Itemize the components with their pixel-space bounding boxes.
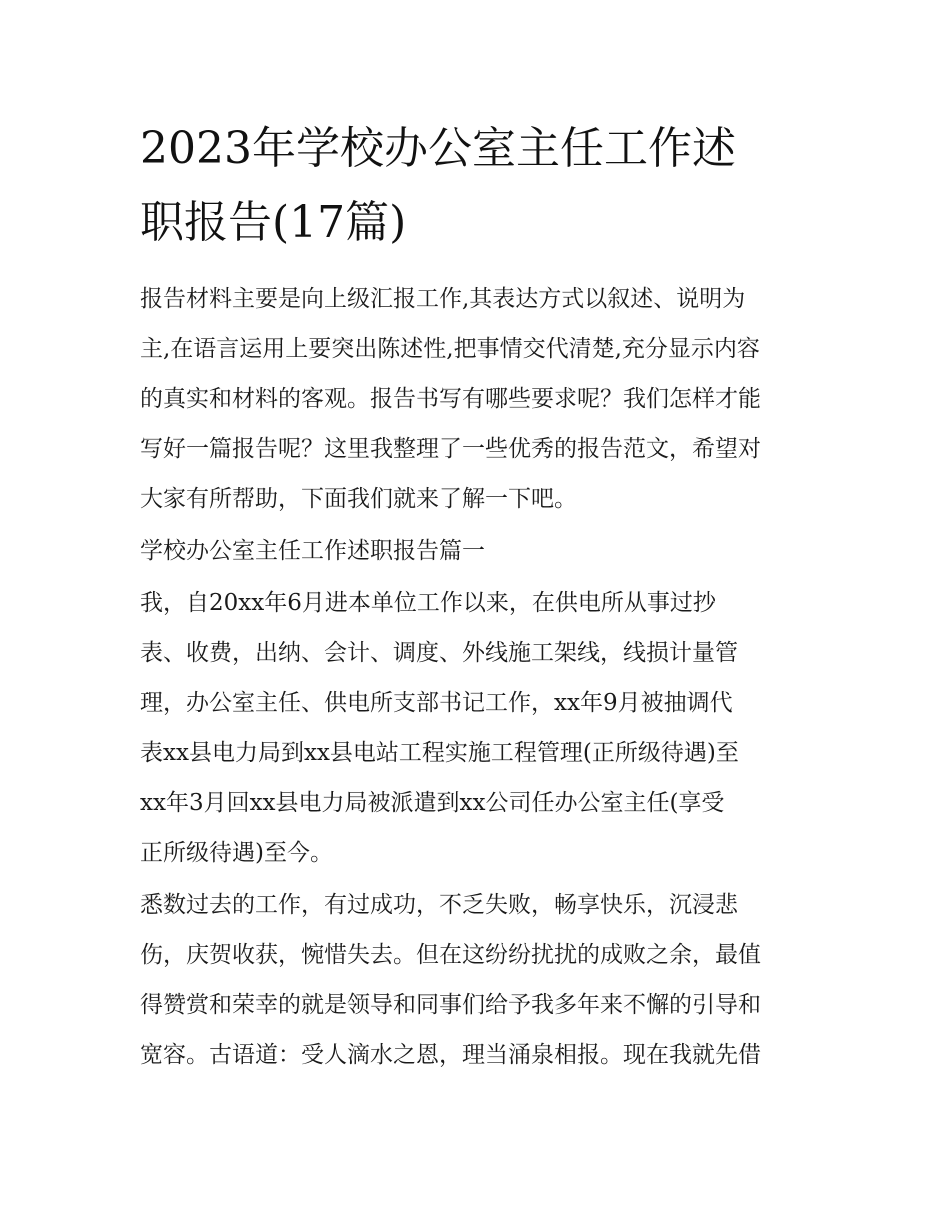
text-line: 的真实和材料的客观。报告书写有哪些要求呢？我们怎样才能 bbox=[140, 386, 761, 412]
text-line: 报告材料主要是向上级汇报工作,其表达方式以叙述、说明为 bbox=[140, 286, 746, 312]
text-line: 表、收费，出纳、会计、调度、外线施工架线，线损计量管 bbox=[140, 640, 738, 666]
text-line: 学校办公室主任工作述职报告篇一 bbox=[140, 538, 485, 564]
text-line: 表xx县电力局到xx县电站工程实施工程管理(正所级待遇)至 bbox=[140, 740, 739, 766]
intro-paragraph bbox=[140, 274, 812, 524]
text-line: 宽容。古语道：受人滴水之恩，理当涌泉相报。现在我就先借 bbox=[140, 1042, 761, 1068]
text-line: 主,在语言运用上要突出陈述性,把事情交代清楚,充分显示内容 bbox=[140, 336, 760, 362]
title-line: 职报告(17篇) bbox=[140, 197, 407, 248]
text-line: 我，自20xx年6月进本单位工作以来，在供电所从事过抄 bbox=[140, 590, 716, 616]
text-line: 理，办公室主任、供电所支部书记工作，xx年9月被抽调代 bbox=[140, 690, 733, 716]
title-line: 2023年学校办公室主任工作述 bbox=[140, 123, 736, 174]
text-line: 正所级待遇)至今。 bbox=[140, 840, 333, 866]
document-content bbox=[140, 112, 812, 1082]
text-line: xx年3月回xx县电力局被派遣到xx公司任办公室主任(享受 bbox=[140, 790, 725, 816]
text-line: 伤，庆贺收获，惋惜失去。但在这纷纷扰扰的成败之余，最值 bbox=[140, 942, 761, 968]
text-line: 悉数过去的工作，有过成功，不乏失败，畅享快乐，沉浸悲 bbox=[140, 892, 738, 918]
text-line: 得赞赏和荣幸的就是领导和同事们给予我多年来不懈的引导和 bbox=[140, 992, 761, 1018]
body-paragraph bbox=[140, 880, 812, 1080]
document-body bbox=[140, 274, 812, 1080]
section-heading bbox=[140, 526, 812, 576]
text-line: 写好一篇报告呢？这里我整理了一些优秀的报告范文，希望对 bbox=[140, 436, 761, 462]
text-line: 大家有所帮助，下面我们就来了解一下吧。 bbox=[140, 486, 577, 512]
body-paragraph bbox=[140, 578, 812, 878]
document-title bbox=[140, 112, 812, 260]
